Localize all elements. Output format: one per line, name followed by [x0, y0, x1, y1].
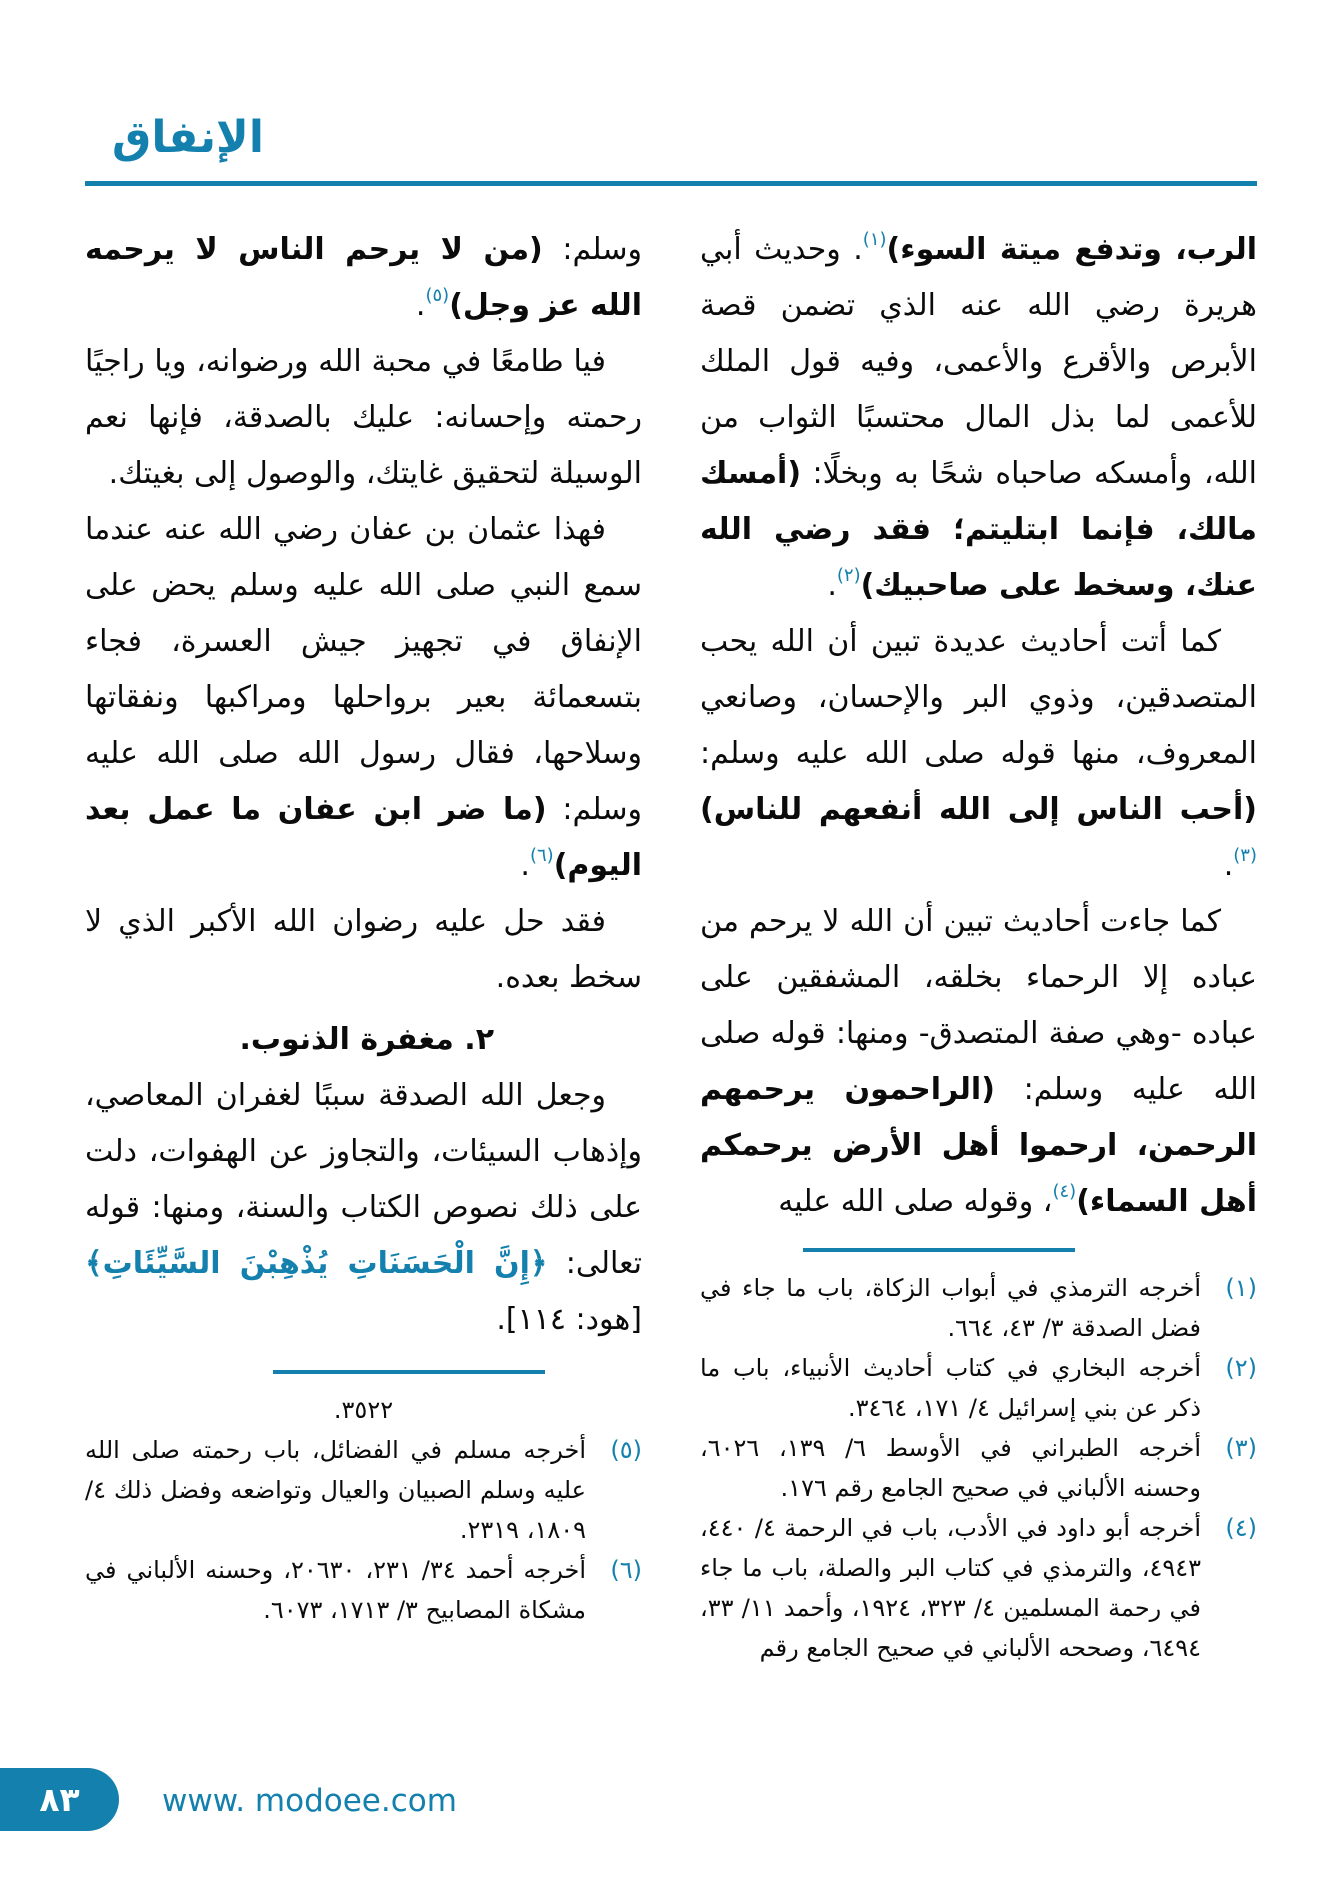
text-segment: وجعل الله الصدقة سببًا لغفران المعاصي، وإذهاب السيئات، والتجاوز عن الهفوات، دلت على ذلك نصوص الكتاب والسنة، ومنها: قوله تعالى:: [85, 1078, 642, 1281]
paragraph: [85, 222, 642, 334]
footnote-ref: (٦): [529, 845, 554, 866]
footnote-text: أخرجه أحمد ٣٤/ ٢٣١، ٢٠٦٣٠، وحسنه الألباني في مشكاة المصابيح ٣/ ١٧١٣، ٦٠٧٣.: [85, 1556, 587, 1624]
footnote: [85, 1550, 642, 1630]
footnote-text: أخرجه البخاري في كتاب أحاديث الأنبياء، باب ما ذكر عن بني إسرائيل ٤/ ١٧١، ٣٤٦٤.: [700, 1354, 1201, 1422]
footnote-ref: (٣): [1233, 845, 1257, 866]
column-paragraphs: [85, 222, 642, 1348]
footnote-text: ٣٥٢٢.: [333, 1396, 394, 1424]
text-column-left: [85, 222, 642, 1630]
footnote: [85, 1390, 642, 1430]
paragraph: [85, 1068, 642, 1348]
text-segment: فيا طامعًا في محبة الله ورضوانه، ويا راجيًا رحمته وإحسانه: عليك بالصدقة، فإنها نعم الوسيلة لتحقيق غايتك، والوصول إلى بغيتك.: [85, 344, 642, 491]
text-segment: ، وقوله صلى الله عليه: [778, 1184, 1053, 1219]
footnote-ref: (٥): [425, 285, 450, 306]
text-segment: وسلم:: [542, 232, 642, 267]
footnote: [700, 1508, 1257, 1668]
footnote-text: أخرجه أبو داود في الأدب، باب في الرحمة ٤/ ٤٤٠، ٤٩٤٣، والترمذي في كتاب البر والصلة، باب ما جاء في رحمة المسلمين ٤/ ٣٢٣، ١٩٢٤، وأحمد ١١/ ٣٣، ٦٤٩٤، وصححه الألباني في صحيح الجامع رقم: [700, 1514, 1201, 1662]
footnote: [85, 1430, 642, 1550]
footnote-separator: [803, 1248, 1075, 1252]
text-segment: (أمسك مالك، فإنما ابتليتم؛ فقد رضي الله عنك، وسخط على صاحبيك): [700, 456, 1257, 603]
text-segment: (الراحمون يرحمهم الرحمن، ارحموا أهل الأرض يرحمكم أهل السماء): [700, 1072, 1257, 1219]
text-segment: . وحديث أبي هريرة رضي الله عنه الذي تضمن قصة الأبرص والأقرع والأعمى، وفيه قول الملك للأعمى لما بذل المال محتسبًا الثواب من الله، وأمسكه صاحباه شحًا به وبخلًا:: [700, 232, 1257, 491]
column-footnotes: [85, 1390, 642, 1630]
column-footnotes: [700, 1268, 1257, 1668]
text-segment: .: [520, 848, 530, 883]
footnote-ref: (٤): [1052, 1181, 1077, 1202]
text-segment: (ما ضر ابن عفان ما عمل بعد اليوم): [85, 792, 642, 883]
paragraph: [85, 502, 642, 894]
paragraph: [700, 894, 1257, 1230]
column-paragraphs: [700, 222, 1257, 1230]
text-column-right: [700, 222, 1257, 1668]
footnote: [700, 1428, 1257, 1508]
footnote-marker: (٦): [610, 1556, 642, 1584]
paragraph: [700, 614, 1257, 894]
section-heading: [85, 1012, 642, 1068]
header-rule: [85, 181, 1257, 186]
text-segment: .: [827, 568, 837, 603]
quran-verse: ﴿إِنَّ الْحَسَنَاتِ يُذْهِبْنَ السَّيِّئَاتِ﴾: [85, 1246, 548, 1281]
text-segment: فقد حل عليه رضوان الله الأكبر الذي لا سخط بعده.: [85, 904, 642, 995]
page-header-title: الإنفاق: [112, 112, 264, 163]
page-number-badge: [0, 1768, 119, 1831]
text-segment: كما أتت أحاديث عديدة تبين أن الله يحب المتصدقين، وذوي البر والإحسان، وصانعي المعروف، منها قوله صلى الله عليه وسلم:: [700, 624, 1257, 771]
text-segment: ٢. مغفرة الذنوب.: [239, 1022, 494, 1057]
footnote-marker: (٣): [1225, 1434, 1257, 1462]
footnote-text: أخرجه الطبراني في الأوسط ٦/ ١٣٩، ٦٠٢٦، وحسنه الألباني في صحيح الجامع رقم ١٧٦.: [700, 1434, 1202, 1502]
website-link[interactable]: www. modoee.com: [162, 1783, 457, 1819]
text-segment: (أحب الناس إلى الله أنفعهم للناس): [700, 792, 1257, 827]
footnote-text: أخرجه الترمذي في أبواب الزكاة، باب ما جاء في فضل الصدقة ٣/ ٤٣، ٦٦٤.: [700, 1274, 1201, 1342]
text-segment: .: [415, 288, 426, 323]
footnote-separator: [273, 1370, 545, 1374]
text-segment: كما جاءت أحاديث تبين أن الله لا يرحم من عباده إلا الرحماء بخلقه، المشفقين على عباده -وهي صفة المتصدق- ومنها: قوله صلى الله عليه وسلم:: [700, 904, 1257, 1107]
footnote-marker: (٥): [610, 1436, 642, 1464]
footnote-marker: (٤): [1225, 1514, 1257, 1542]
footnote: [700, 1348, 1257, 1428]
page-number: ٨٣: [39, 1780, 80, 1819]
text-segment: فهذا عثمان بن عفان رضي الله عنه عندما سمع النبي صلى الله عليه وسلم يحض على الإنفاق في تجهيز جيش العسرة، فجاء بتسعمائة بعير برواحلها ومراكبها ونفقاتها وسلاحها، فقال رسول الله صلى الله عليه وسلم:: [85, 512, 642, 827]
text-segment: الرب، وتدفع ميتة السوء): [886, 232, 1258, 267]
paragraph: [85, 334, 642, 502]
text-segment: .: [1223, 848, 1234, 883]
paragraph: [85, 894, 642, 1006]
footnote: [700, 1268, 1257, 1348]
text-segment: [هود: ١١٤].: [496, 1302, 642, 1337]
footnote-ref: (١): [862, 229, 887, 250]
footnote-text: أخرجه مسلم في الفضائل، باب رحمته صلى الله عليه وسلم الصبيان والعيال وتواضعه وفضل ذلك ٤/ ١٨٠٩، ٢٣١٩.: [85, 1436, 586, 1544]
paragraph: [700, 222, 1257, 614]
text-segment: (من لا يرحم الناس لا يرحمه الله عز وجل): [85, 232, 642, 323]
footnote-marker: (٢): [1225, 1354, 1257, 1382]
footnote-marker: (١): [1225, 1274, 1257, 1302]
footnote-ref: (٢): [836, 565, 861, 586]
